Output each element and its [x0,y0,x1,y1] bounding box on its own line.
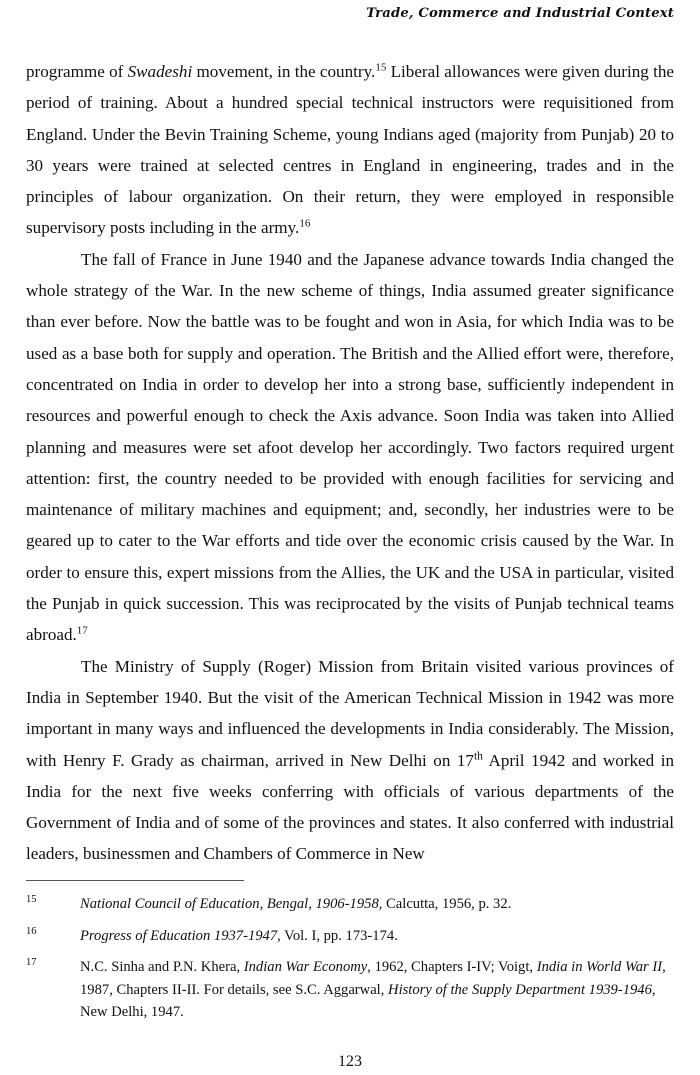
italic-phrase: India in World War II [536,959,663,975]
paragraph [26,244,674,651]
footnote-separator-rule [26,880,244,881]
footnote-item [26,956,674,1024]
text-run: Liberal allowances were given during the period of training. About a hundred special technical instructors were requisitioned from England. Under the Bevin Training Scheme, young Indians aged (majority from Punjab) 20 to 30 years were trained at selected centres in England in engineering, trades and in the principles of labour organization. On their return, they were employed in responsible supervisory posts including in the army. [26,62,674,238]
italic-phrase: History of the Supply Department 1939-1946 [388,981,652,998]
paragraph [26,651,674,870]
text-run: , 1987, Chapters II-II. For details, see S.C. Aggarwal, [80,959,666,998]
footnote-reference[interactable]: 15 [375,61,387,74]
footnote-number[interactable]: 15 [26,894,37,905]
footnote-reference[interactable]: 17 [76,624,88,637]
italic-phrase: National Council of Education, Bengal, 1906-1958 [80,896,379,912]
body-text-block [26,56,674,870]
italic-phrase: Indian War Economy [243,959,368,975]
ordinal-suffix: th [473,749,483,762]
text-run: The fall of France in June 1940 and the Japanese advance towards India changed the whole strategy of the War. In the new scheme of things, India assumed greater significance than ever before. Now the battle was to be fought and won in Asia, for which India was to be used as a base both for supply and operation. The British and the Allied effort were, therefore, concentrated on India in order to develop her into a strong base, sufficiently independent in resources and powerful enough to check the Axis advance. Soon India was taken into Allied planning and measures were set afoot develop her accordingly. Two factors required urgent attention: first, the country needed to be provided with enough facilities for servicing and maintenance of military machines and equipment; and, secondly, her industries were to be geared up to cater to the War efforts and tide over the economic crisis caused by the War. In order to ensure this, expert missions from the Allies, the UK and the USA in particular, visited the Punjab in quick succession. This was reciprocated by the visits of Punjab technical teams abroad. [26,249,674,645]
footnote-list [26,893,674,1024]
running-head: Trade, Commerce and Industrial Context [366,6,674,21]
footnote-reference[interactable]: 16 [299,217,311,230]
footnote-text [80,893,674,916]
text-run: The Ministry of Supply (Roger) Mission from Britain visited various provinces of India in September 1940. But the visit of the American Technical Mission in 1942 was more important in many ways and influenced the developments in India considerably. The Mission, with Henry F. Grady as chairman, arrived in New Delhi on 17 [26,656,674,770]
text-run: April 1942 and worked in India for the next five weeks conferring with officials of various departments of the Government of India and of some of the provinces and states. It also conferred with industrial leaders, businessmen and Chambers of Commerce in New [26,750,674,864]
text-run: , Vol. I, pp. 173-174. [277,927,398,944]
text-run: programme of [26,62,128,81]
footnote-text [80,956,674,1024]
italic-phrase: Swadeshi [127,62,193,81]
page-number: 123 [338,1053,362,1070]
text-run: N.C. Sinha and P.N. Khera, [80,959,244,975]
italic-phrase: Progress of Education 1937-1947 [80,927,278,944]
footnote-number[interactable]: 16 [26,925,37,937]
footnote-number[interactable]: 17 [26,957,37,968]
footnote-item [26,925,674,948]
paragraph [26,56,674,244]
text-run: , New Delhi, 1947. [80,981,656,1020]
footnotes-section [26,880,674,1033]
footnote-text [80,925,674,948]
text-run: , 1962, Chapters I-IV; Voigt, [367,959,537,975]
text-run: movement, in the country. [192,62,376,81]
footnote-item [26,893,674,916]
text-run: , Calcutta, 1956, p. 32. [378,896,512,912]
